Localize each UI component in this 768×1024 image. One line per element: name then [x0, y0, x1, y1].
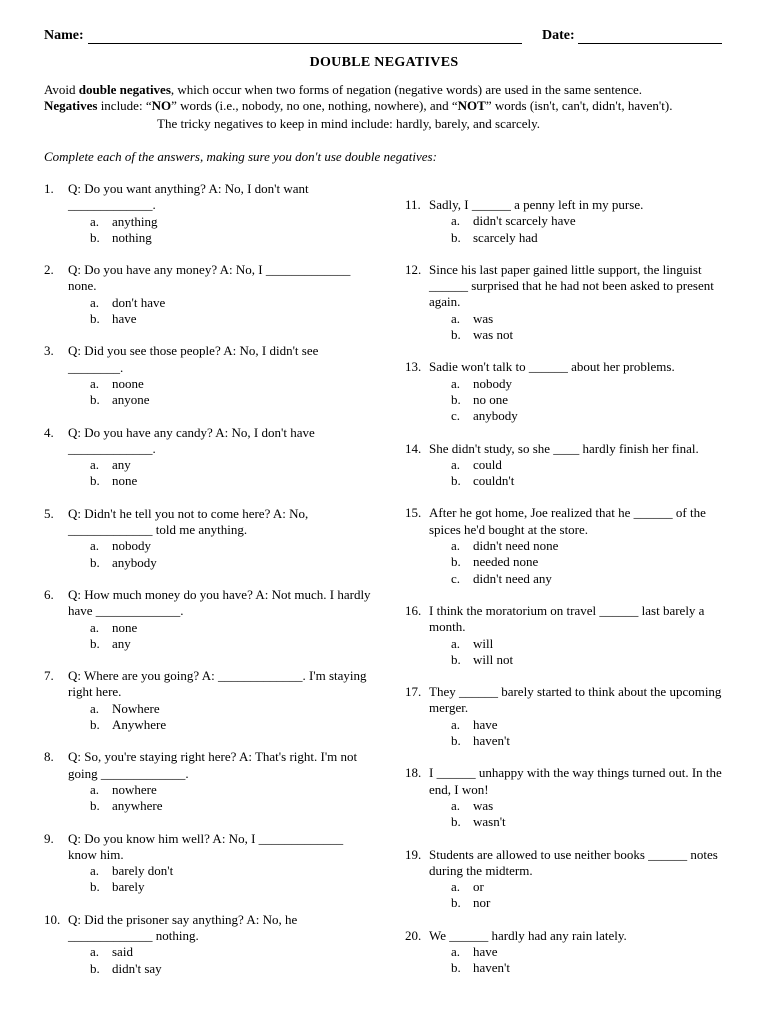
option-letter: b. [451, 229, 461, 245]
question-number: 7. [44, 668, 54, 684]
option-text: haven't [473, 960, 510, 976]
date-field-line[interactable] [578, 43, 722, 44]
question-number: 15. [405, 505, 422, 521]
answer-option[interactable] [429, 327, 735, 343]
option-letter: a. [451, 213, 461, 229]
option-text: nowhere [112, 781, 157, 797]
answer-option[interactable] [68, 457, 374, 473]
option-text: none [112, 473, 138, 489]
option-text: nothing [112, 229, 152, 245]
header [44, 28, 724, 48]
answer-option[interactable] [68, 620, 374, 636]
answer-option[interactable] [68, 392, 374, 408]
question-stem: After he got home, Joe realized that he ______ of the spices he'd bought at the store. [429, 505, 706, 537]
option-text: have [112, 311, 137, 327]
question-stem: She didn't study, so she ____ hardly finish her final. [429, 440, 699, 456]
answer-option[interactable] [68, 944, 374, 960]
option-letter: a. [451, 943, 461, 959]
answer-option[interactable] [68, 376, 374, 392]
option-letter: a. [451, 797, 461, 813]
option-letter: a. [451, 635, 461, 651]
answer-option[interactable] [429, 213, 735, 229]
option-text: didn't scarcely have [473, 213, 576, 229]
answer-option[interactable] [429, 960, 735, 976]
option-letter: b. [90, 554, 100, 570]
emphasis-double-negatives: double negatives [78, 82, 171, 97]
option-letter: a. [90, 944, 100, 960]
option-text: said [112, 944, 133, 960]
option-letter: b. [451, 814, 461, 830]
option-letter: b. [451, 895, 461, 911]
question-number: 4. [44, 424, 54, 440]
option-letter: b. [90, 311, 100, 327]
answer-option[interactable] [68, 636, 374, 652]
option-letter: b. [451, 554, 461, 570]
question-item [405, 441, 735, 490]
question-item [44, 912, 374, 977]
option-letter: a. [451, 375, 461, 391]
option-text: noone [112, 375, 144, 391]
question-item [405, 262, 735, 343]
option-letter: b. [451, 391, 461, 407]
question-item [44, 749, 374, 814]
option-text: any [112, 457, 131, 473]
question-item [405, 197, 735, 246]
option-letter: c. [451, 570, 461, 586]
question-stem: Q: Did you see those people? A: No, I didn't see ________. [68, 343, 319, 375]
question-stem: Q: How much money do you have? A: Not much. I hardly have _____________. [68, 586, 371, 619]
option-text: didn't need none [473, 538, 559, 554]
answer-option[interactable] [68, 214, 374, 230]
option-letter: a. [451, 716, 461, 732]
option-text: or [473, 879, 484, 895]
option-letter: b. [90, 229, 100, 245]
option-letter: b. [451, 733, 461, 749]
answer-option[interactable] [429, 944, 735, 960]
answer-option[interactable] [68, 473, 374, 489]
question-stem: Q: Where are you going? A: _____________. I'm staying right here. [68, 668, 367, 700]
option-text: will not [473, 651, 514, 667]
option-letter: b. [90, 473, 100, 489]
question-number: 1. [44, 181, 54, 196]
answer-option[interactable] [68, 782, 374, 798]
option-letter: b. [90, 879, 100, 895]
answer-option[interactable] [68, 717, 374, 733]
answer-option[interactable] [68, 961, 374, 977]
question-item [44, 425, 374, 490]
option-letter: b. [451, 327, 461, 343]
question-item [405, 359, 735, 424]
question-number: 13. [405, 359, 422, 375]
answer-option[interactable] [429, 798, 735, 814]
question-stem: Q: So, you're staying right here? A: That's right. I'm not going _____________. [68, 749, 358, 781]
option-text: was [473, 797, 494, 813]
option-text: will [473, 635, 494, 651]
option-letter: a. [90, 538, 100, 554]
option-text: anything [112, 213, 158, 229]
option-text: any [112, 635, 131, 651]
option-letter: b. [90, 392, 100, 408]
option-text: didn't need any [473, 570, 552, 586]
option-text: nobody [473, 375, 512, 391]
question-stem: Q: Do you have any money? A: No, I _____________ none. [68, 262, 351, 294]
question-item [405, 847, 735, 912]
option-letter: a. [90, 781, 100, 797]
answer-option[interactable] [429, 895, 735, 911]
question-number: 11. [405, 197, 421, 212]
question-stem: They ______ barely started to think about the upcoming merger. [429, 684, 722, 716]
question-item [405, 603, 735, 668]
answer-option[interactable] [68, 230, 374, 246]
answer-option[interactable] [429, 473, 735, 489]
option-letter: b. [451, 473, 461, 489]
option-letter: a. [90, 619, 100, 635]
answer-option[interactable] [429, 376, 735, 392]
question-item [44, 587, 374, 652]
answer-option[interactable] [429, 814, 735, 830]
answer-option[interactable] [68, 538, 374, 554]
option-text: anywhere [112, 798, 163, 814]
answer-option[interactable] [68, 311, 374, 327]
answer-option[interactable] [429, 652, 735, 668]
question-item [405, 928, 735, 977]
page-title: DOUBLE NEGATIVES [309, 55, 459, 70]
question-item [44, 668, 374, 733]
option-letter: a. [451, 456, 461, 472]
intro-line-2: Negatives include: “NO” words (i.e., nobody, no one, nothing, nowhere), and “NOT” words (isn't, can't, didn't, haven't). [44, 98, 673, 113]
question-item [44, 181, 374, 246]
question-item [44, 343, 374, 408]
answer-option[interactable] [429, 879, 735, 895]
answer-option[interactable] [429, 311, 735, 327]
option-letter: a. [90, 700, 100, 716]
question-item [405, 505, 735, 586]
option-letter: b. [90, 635, 100, 651]
question-stem: Q: Do you know him well? A: No, I _____________ know him. [68, 830, 344, 862]
option-letter: b. [451, 960, 461, 976]
option-text: haven't [473, 733, 510, 749]
question-number: 9. [44, 830, 54, 846]
question-number: 2. [44, 262, 54, 278]
option-text: no one [473, 391, 509, 407]
question-number: 5. [44, 505, 54, 521]
option-letter: a. [90, 863, 100, 879]
question-number: 19. [405, 846, 422, 862]
option-text: have [473, 716, 498, 732]
question-item [405, 765, 735, 830]
option-text: anybody [473, 408, 518, 424]
answer-option[interactable] [68, 863, 374, 879]
question-item [44, 831, 374, 896]
answer-option[interactable] [429, 733, 735, 749]
question-number: 6. [44, 586, 54, 602]
question-number: 10. [44, 911, 61, 927]
option-text: barely [112, 879, 145, 895]
option-text: needed none [473, 554, 539, 570]
question-stem: Q: Do you want anything? A: No, I don't want _____________. [68, 181, 309, 213]
option-text: anyone [112, 392, 150, 408]
question-number: 17. [405, 684, 422, 700]
question-stem: Q: Did the prisoner say anything? A: No, he _____________ nothing. [68, 911, 298, 943]
option-text: Anywhere [112, 717, 167, 733]
option-letter: c. [451, 408, 461, 424]
answer-option[interactable] [429, 408, 735, 424]
answer-option[interactable] [429, 636, 735, 652]
option-letter: a. [90, 213, 100, 229]
option-text: anybody [112, 554, 157, 570]
answer-option[interactable] [429, 717, 735, 733]
question-number: 3. [44, 343, 54, 359]
option-text: nor [473, 895, 491, 911]
question-number: 16. [405, 602, 422, 618]
answer-option[interactable] [68, 879, 374, 895]
option-text: didn't say [112, 960, 162, 976]
question-stem: I think the moratorium on travel ______ last barely a month. [429, 602, 705, 635]
questions-right-column [405, 197, 735, 993]
question-number: 14. [405, 440, 422, 456]
question-number: 18. [405, 765, 422, 781]
option-letter: b. [90, 717, 100, 733]
question-stem: I ______ unhappy with the way things turned out. In the end, I won! [429, 765, 722, 797]
name-field-line[interactable] [88, 43, 522, 44]
option-text: have [473, 943, 498, 959]
instructions: Complete each of the answers, making sure you don't use double negatives: [44, 149, 437, 164]
answer-option[interactable] [429, 554, 735, 570]
answer-option[interactable] [429, 538, 735, 554]
option-text: scarcely had [473, 229, 538, 245]
option-text: couldn't [473, 473, 515, 489]
question-stem: Q: Do you have any candy? A: No, I don't have _____________. [68, 424, 315, 456]
option-letter: a. [90, 375, 100, 391]
date-label: Date: [542, 28, 575, 43]
intro-line-3: The tricky negatives to keep in mind include: hardly, barely, and scarcely. [157, 116, 540, 131]
option-letter: a. [451, 538, 461, 554]
question-stem: Since his last paper gained little support, the linguist ______ surprised that he had not been asked to present again. [429, 261, 714, 310]
answer-option[interactable] [429, 230, 735, 246]
question-item [44, 262, 374, 327]
question-stem: Students are allowed to use neither books ______ notes during the midterm. [429, 846, 718, 878]
option-text: don't have [112, 294, 166, 310]
emphasis-negatives: Negatives [44, 98, 98, 113]
question-stem: Sadie won't talk to ______ about her problems. [429, 359, 675, 375]
answer-option[interactable] [429, 457, 735, 473]
option-text: Nowhere [112, 700, 160, 716]
option-letter: b. [90, 960, 100, 976]
answer-option[interactable] [68, 555, 374, 571]
questions-left-column [44, 181, 374, 993]
question-stem: Sadly, I ______ a penny left in my purse. [429, 197, 644, 212]
answer-option[interactable] [68, 295, 374, 311]
question-item [405, 684, 735, 749]
question-number: 20. [405, 927, 422, 943]
question-item [44, 506, 374, 571]
question-stem: Q: Didn't he tell you not to come here? A: No, _____________ told me anything. [68, 505, 309, 538]
answer-option[interactable] [429, 571, 735, 587]
question-number: 8. [44, 749, 54, 765]
option-text: none [112, 619, 138, 635]
option-text: was [473, 310, 494, 326]
name-label: Name: [44, 28, 84, 43]
option-letter: b. [90, 798, 100, 814]
option-text: wasn't [473, 814, 506, 830]
option-text: barely don't [112, 863, 174, 879]
answer-option[interactable] [68, 798, 374, 814]
option-letter: a. [90, 294, 100, 310]
question-number: 12. [405, 261, 422, 277]
answer-option[interactable] [68, 701, 374, 717]
option-text: was not [473, 327, 514, 343]
option-letter: b. [451, 651, 461, 667]
option-text: nobody [112, 538, 151, 554]
option-letter: a. [90, 457, 100, 473]
option-letter: a. [451, 879, 461, 895]
option-text: could [473, 456, 502, 472]
question-stem: We ______ hardly had any rain lately. [429, 927, 627, 943]
answer-option[interactable] [429, 392, 735, 408]
intro-line-1: Avoid double negatives, which occur when two forms of negation (negative words) are used in the same sentence. [44, 82, 642, 97]
option-letter: a. [451, 310, 461, 326]
